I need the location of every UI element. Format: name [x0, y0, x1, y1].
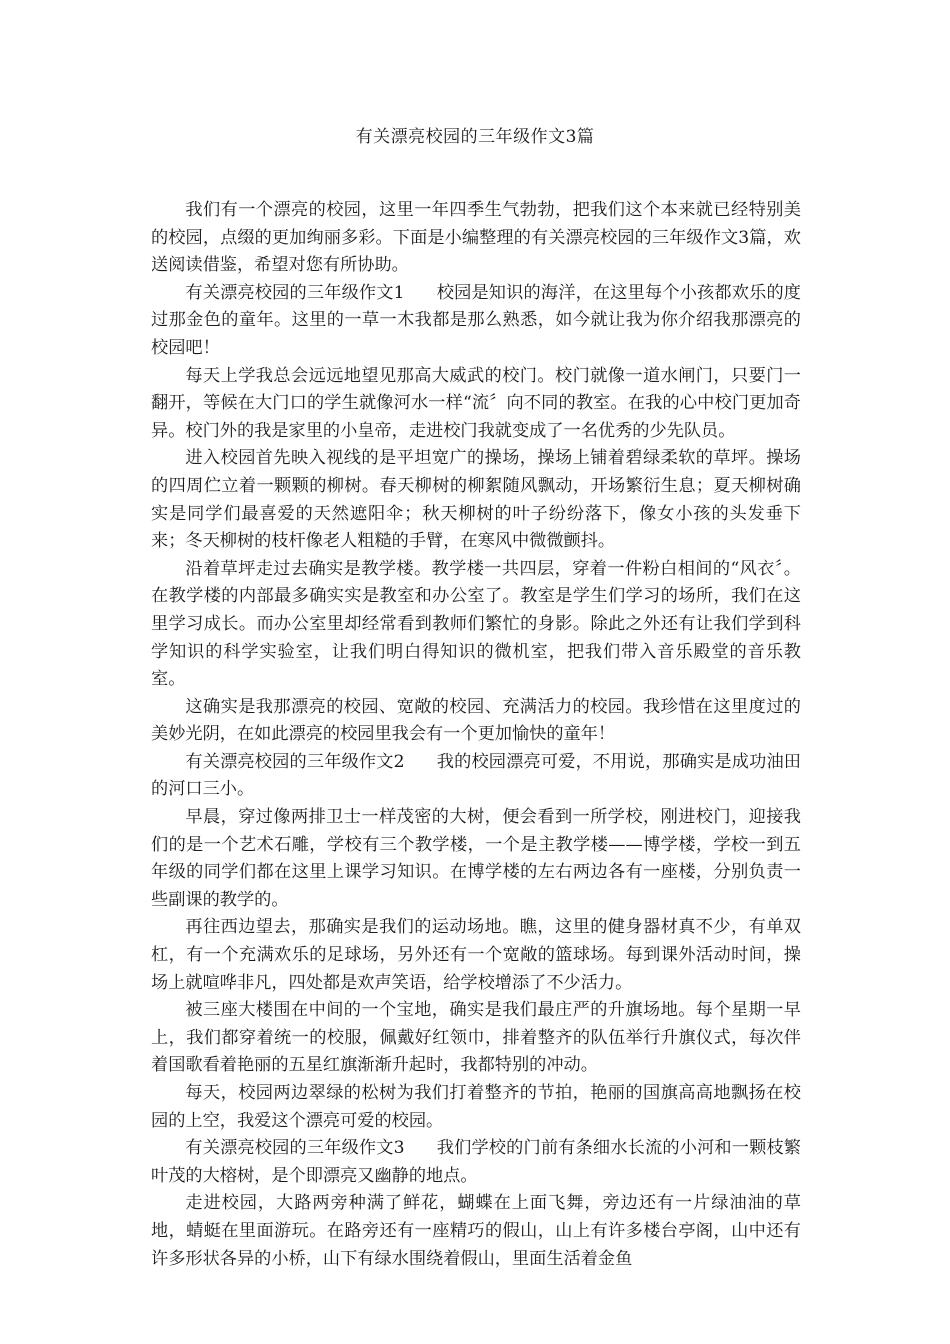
paragraph-text: 早晨，穿过像两排卫士一样茂密的大树，便会看到一所学校，刚进校门，迎接我们的是一个艺术石雕，学校有三个教学楼，一个是主教学楼——博学楼，学校一到五年级的同学们都在这里上课学习知识。在博学楼的左右两边各有一座楼，分别负责一些副课的教学的。	[151, 807, 801, 910]
paragraph-text: 每天上学我总会远远地望见那高大威武的校门。校门就像一道水闸门，只要门一翻开，等候在大门口的学生就像河水一样“流〞向不同的教室。在我的心中校门更加奇异。校门外的我是家里的小皇帝，走进校门我就变成了一名优秀的少先队员。	[151, 365, 801, 441]
essay-start-paragraph	[151, 280, 801, 363]
paragraph-text: 进入校园首先映入视线的是平坦宽广的操场，操场上铺着碧绿柔软的草坪。操场的四周伫立着一颗颗的柳树。春天柳树的柳絮随风飘动，开场繁衍生息；夏天柳树确实是同学们最喜爱的天然遮阳伞；秋天柳树的叶子纷纷落下，像女小孩的头发垂下来；冬天柳树的枝杆像老人粗糙的手臂，在寒风中微微颤抖。	[151, 448, 801, 552]
paragraph-text: 每天，校园两边翠绿的松树为我们打着整齐的节拍，艳丽的国旗高高地飘扬在校园的上空，我爱这个漂亮可爱的校园。	[151, 1083, 801, 1131]
body-paragraph	[151, 445, 801, 555]
essay-heading: 有关漂亮校园的三年级作文2	[185, 751, 405, 772]
essay-heading: 有关漂亮校园的三年级作文3	[185, 1138, 405, 1159]
paragraph-text: 我们学校的门前有条细水长流的小河和一颗枝繁叶茂的大榕树，是个即漂亮又幽静的地点。	[151, 1138, 801, 1186]
paragraph-text: 走进校园，大路两旁种满了鲜花，蝴蝶在上面飞舞，旁边还有一片绿油油的草地，蜻蜓在里面游玩。在路旁还有一座精巧的假山，山上有许多楼台亭阁，山中还有许多形状各异的小桥，山下有绿水围绕着假山，里面生活着金鱼	[151, 1193, 801, 1269]
document-title: 有关漂亮校园的三年级作文3篇	[355, 127, 595, 147]
paragraph-text: 沿着草坪走过去确实是教学楼。教学楼一共四层，穿着一件粉白相间的“风衣〞。在教学楼的内部最多确实实是教室和办公室了。教室是学生们学习的场所，我们在这里学习成长。而办公室里却经常看到教师们繁忙的身影。除此之外还有让我们学到科学知识的科学实验室，让我们明白得知识的微机室，把我们带入音乐殿堂的音乐教室。	[151, 558, 801, 690]
document-body	[151, 197, 801, 1273]
body-paragraph	[151, 1190, 801, 1273]
body-paragraph	[151, 694, 801, 749]
essay-start-paragraph	[151, 1135, 801, 1190]
body-paragraph	[151, 997, 801, 1080]
paragraph-text: 被三座大楼围在中间的一个宝地，确实是我们最庄严的升旗场地。每个星期一早上，我们都穿着统一的校服，佩戴好红领巾，排着整齐的队伍举行升旗仪式，每次伴着国歌看着艳丽的五星红旗渐渐升起时，我都特别的冲动。	[151, 1000, 801, 1076]
body-paragraph	[151, 804, 801, 914]
body-paragraph	[151, 556, 801, 694]
paragraph-text: 这确实是我那漂亮的校园、宽敞的校园、充满活力的校园。我珍惜在这里度过的美妙光阴，在如此漂亮的校园里我会有一个更加愉快的童年！	[151, 696, 801, 745]
paragraph-text: 校园是知识的海洋，在这里每个小孩都欢乐的度过那金色的童年。这里的一草一木我都是那么熟悉，如今就让我为你介绍我那漂亮的校园吧！	[151, 282, 801, 358]
paragraph-text: 我们有一个漂亮的校园，这里一年四季生气勃勃，把我们这个本来就已经特别美的校园，点缀的更加绚丽多彩。下面是小编整理的有关漂亮校园的三年级作文3篇，欢送阅读借鉴，希望对您有所协助。	[151, 200, 801, 276]
body-paragraph	[151, 197, 801, 280]
body-paragraph	[151, 363, 801, 446]
paragraph-text: 我的校园漂亮可爱，不用说，那确实是成功油田的河口三小。	[151, 751, 801, 800]
essay-start-paragraph	[151, 749, 801, 804]
essay-heading: 有关漂亮校园的三年级作文1	[185, 282, 405, 303]
paragraph-text: 再往西边望去，那确实是我们的运动场地。瞧，这里的健身器材真不少，有单双杠，有一个充满欢乐的足球场，另外还有一个宽敞的篮球场。每到课外活动时间，操场上就喧哗非凡，四处都是欢声笑语，给学校增添了不少活力。	[151, 917, 801, 993]
body-paragraph	[151, 1080, 801, 1135]
body-paragraph	[151, 914, 801, 997]
